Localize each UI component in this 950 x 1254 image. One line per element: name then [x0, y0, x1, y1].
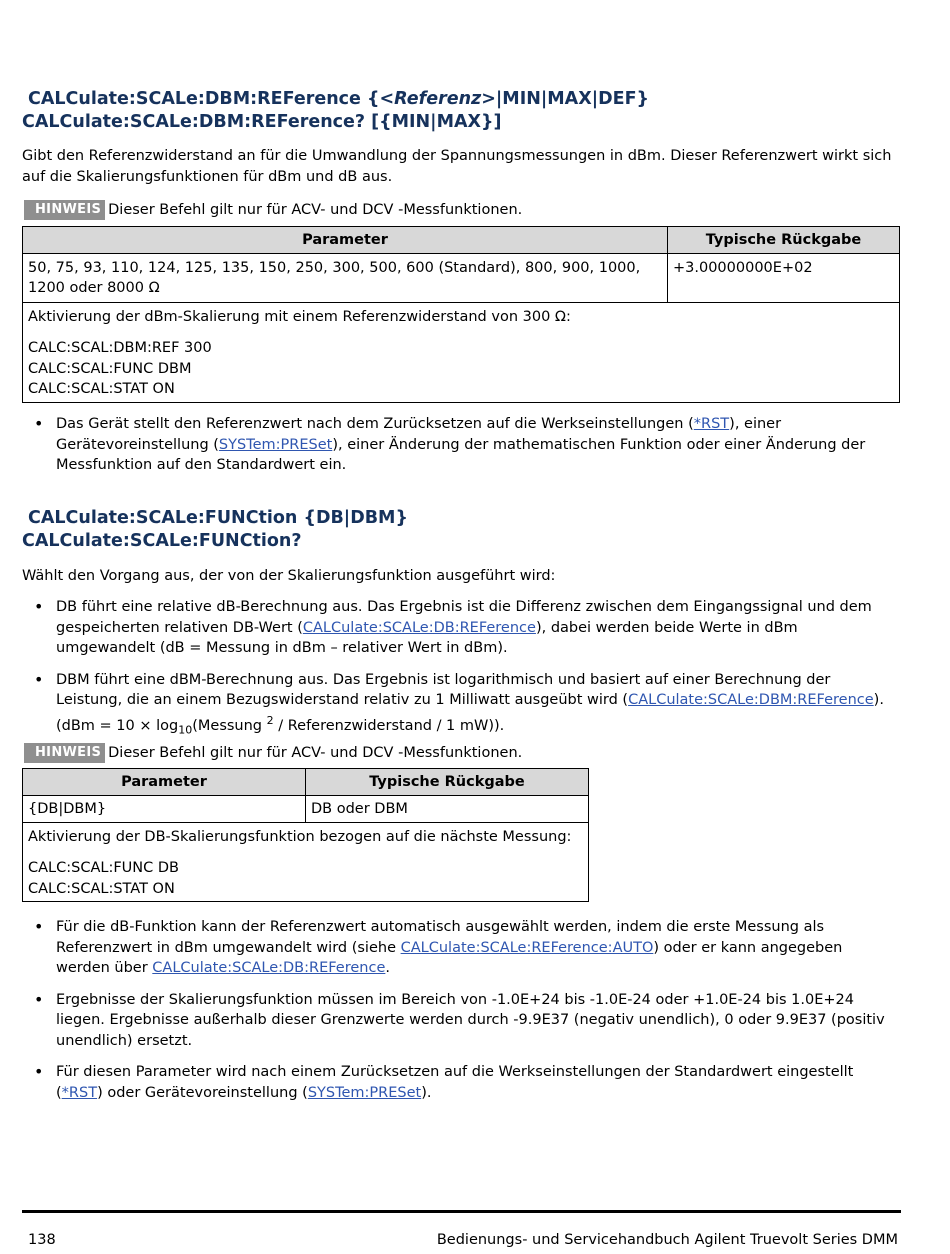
code-line: CALC:SCAL:FUNC DBM: [28, 360, 192, 377]
example-code: [28, 858, 583, 899]
note-text: Dieser Befehl gilt nur für ACV- und DCV -Messfunktionen.: [108, 745, 523, 761]
code-line: CALC:SCAL:STAT ON: [28, 880, 175, 897]
example-code: [28, 338, 894, 400]
page-number: 138: [28, 1232, 56, 1248]
code-line: CALC:SCAL:STAT ON: [28, 381, 175, 397]
section2-note: [22, 743, 522, 763]
return-cell: +3.00000000E+02: [668, 254, 900, 303]
note-badge: HINWEIS: [24, 743, 105, 763]
section2-heading: [22, 507, 408, 553]
section2-description: Wählt den Vorgang aus, der von der Skalierungsfunktion ausgeführt wird:: [22, 568, 556, 584]
link-db-reference[interactable]: CALCulate:SCALe:DB:REFerence: [302, 619, 536, 636]
heading-query: CALCulate:SCALe:DBM:REFerence? [{MIN|MAX}]: [22, 112, 502, 132]
heading-param: Referenz: [394, 89, 482, 109]
col-header-return: Typische Rückgabe: [306, 769, 589, 796]
example-intro: Aktivierung der dBm-Skalierung mit einem Referenzwiderstand von 300 Ω:: [28, 309, 571, 325]
parameter-table-1: [22, 226, 900, 403]
link-system-preset[interactable]: SYSTem:PRESet: [307, 1084, 422, 1101]
heading-suffix: >|MIN|MAX|DEF}: [481, 89, 649, 109]
note-text: Dieser Befehl gilt nur für ACV- und DCV -Messfunktionen.: [108, 202, 523, 218]
list-item: • DBM führt eine dBM-Berechnung aus. Das Ergebnis ist logarithmisch und basiert auf einer Berechnung der Leistung, die an einem Bezugswiderstand relativ zu 1 Milliwatt ausgeübt wird (CALCulate:SCALe:DBM:REFerence). ($dBm = 10 \times \log_{10}(Messung$ $^2$ / Referenzwiderstand / 1 mW)).: [22, 670, 900, 741]
section2-bullets-a: [22, 597, 900, 741]
heading-command: CALCulate:SCALe:FUNCtion {DB|DBM}: [28, 508, 408, 528]
link-system-preset[interactable]: SYSTem:PRESet: [218, 436, 333, 453]
param-cell: 50, 75, 93, 110, 124, 125, 135, 150, 250, 300, 500, 600 (Standard), 800, 900, 1000, 1200 oder 8000 Ω: [23, 254, 668, 303]
code-line: CALC:SCAL:FUNC DB: [28, 860, 179, 876]
section2-bullets-b: [22, 917, 900, 1103]
list-item: • Ergebnisse der Skalierungsfunktion müssen im Bereich von -1.0E+24 bis -1.0E-24 oder +1.0E-24 bis 1.0E+24 liegen. Ergebnisse außerhalb dieser Grenzwerte werden durch -9.9E37 (negativ unendlich), 0 oder 9.9E37 (positiv unendlich) ersetzt.: [22, 990, 900, 1052]
note-badge: HINWEIS: [24, 200, 105, 220]
list-item: • Für die dB-Funktion kann der Referenzwert automatisch ausgewählt werden, indem die erste Messung als Referenzwert in dBm umgewandelt wird (siehe CALCulate:SCALe:REFerence:AUTO) oder er kann angegeben werden über CALCulate:SCALe:DB:REFerence.: [22, 917, 900, 979]
heading-query: CALCulate:SCALe:FUNCtion?: [22, 531, 302, 551]
link-dbm-reference[interactable]: CALCulate:SCALe:DBM:REFerence: [628, 692, 874, 708]
col-header-parameter: Parameter: [23, 227, 668, 254]
example-cell: [23, 823, 589, 902]
example-cell: [23, 303, 900, 403]
link-rst[interactable]: *RST: [61, 1084, 98, 1101]
parameter-table-2: [22, 768, 589, 902]
return-cell: DB oder DBM: [306, 796, 589, 823]
link-db-reference[interactable]: CALCulate:SCALe:DB:REFerence: [152, 960, 386, 976]
param-cell: {DB|DBM}: [23, 796, 306, 823]
heading-prefix: CALCulate:SCALe:DBM:REFerence {<: [28, 89, 395, 109]
code-line: CALC:SCAL:DBM:REF 300: [28, 340, 212, 356]
footer-title: Bedienungs- und Servicehandbuch Agilent Truevolt Series DMM: [436, 1232, 898, 1248]
section1-bullets: [22, 414, 900, 476]
link-reference-auto[interactable]: CALCulate:SCALe:REFerence:AUTO: [400, 939, 654, 956]
col-header-parameter: Parameter: [23, 769, 306, 796]
section1-description: Gibt den Referenzwiderstand an für die Umwandlung der Spannungsmessungen in dBm. Dieser Referenzwert wirkt sich auf die Skalierungsfunktionen für dBm und dB aus.: [22, 148, 892, 185]
list-item: • Für diesen Parameter wird nach einem Zurücksetzen auf die Werkseinstellungen der Standardwert eingestellt (*RST) oder Gerätevoreinstellung (SYSTem:PRESet).: [22, 1062, 900, 1103]
example-intro: Aktivierung der DB-Skalierungsfunktion bezogen auf die nächste Messung:: [28, 829, 572, 845]
list-item: • Das Gerät stellt den Referenzwert nach dem Zurücksetzen auf die Werkseinstellungen (*RST), einer Gerätevoreinstellung (SYSTem:PRESet), einer Änderung der mathematischen Funktion oder einer Änderung der Messfunktion auf den Standardwert ein.: [22, 414, 900, 476]
section1-note: [22, 200, 522, 220]
col-header-return: Typische Rückgabe: [668, 227, 900, 254]
link-rst[interactable]: *RST: [693, 416, 730, 432]
section1-heading: [22, 88, 649, 134]
footer-rule: [22, 1210, 901, 1213]
list-item: • DB führt eine relative dB-Berechnung aus. Das Ergebnis ist die Differenz zwischen dem Eingangssignal und dem gespeicherten relativen DB-Wert (CALCulate:SCALe:DB:REFerence), dabei werden beide Werte in dBm umgewandelt (dB = Messung in dBm – relativer Wert in dBm).: [22, 597, 900, 659]
